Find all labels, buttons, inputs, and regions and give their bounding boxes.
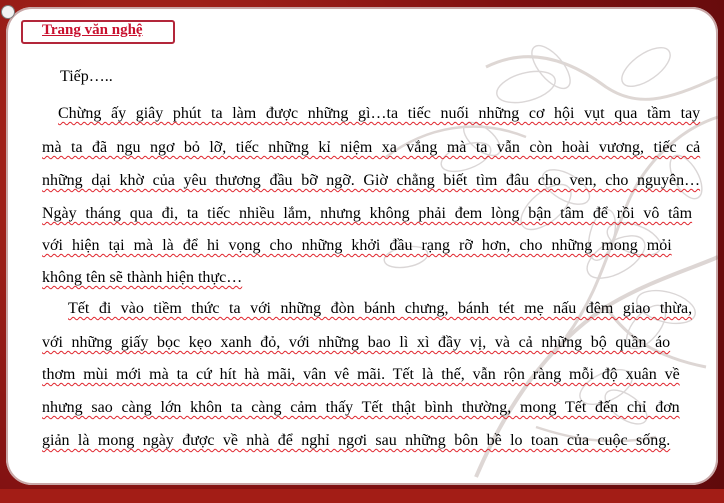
text-line-4: Ngày tháng qua đi, ta tiếc nhiều lắm, nhưng không phải đem lòng bận tâm để rồi vô tâm bbox=[42, 205, 693, 222]
text-line-1: Chừng ấy giây phút ta làm được những gì…ta tiếc nuối những cơ hội vụt qua tầm tay bbox=[58, 105, 701, 122]
text-line-5: với hiện tại mà là để hi vọng cho những khởi đầu rạng rỡ hơn, cho những mong mỏi bbox=[42, 237, 672, 254]
text-line-6: không tên sẽ thành hiện thực… bbox=[42, 269, 243, 286]
page-title: Trang văn nghệ bbox=[42, 22, 143, 38]
text-line-10: nhưng sao càng lớn khôn ta càng cảm thấy Tết thật bình thường, mong Tết đến chỉ đơn bbox=[42, 399, 680, 416]
bottom-border-strip bbox=[0, 489, 724, 503]
intro-line: Tiếp….. bbox=[60, 68, 113, 85]
circle-ornament-icon bbox=[1, 5, 15, 19]
text-line-3: những dại khờ của yêu thương đầu bỡ ngỡ. Giờ chẳng biết tìm đâu cho ven, cho nguyên… bbox=[42, 172, 701, 189]
text-line-9: thơm mùi mới mà ta cứ hít hà mãi, vân vê mãi. Tết là thế, vẫn rộn ràng mỗi độ xuân về bbox=[42, 366, 680, 383]
text-line-11: giản là mong ngày được về nhà để nghỉ ngơi sau những bôn bề lo toan của cuộc sống. bbox=[42, 432, 671, 449]
text-line-2: mà ta đã ngu ngơ bỏ lỡ, tiếc những kỉ niệm xa vắng mà ta vẫn còn hoài vương, tiếc cả bbox=[42, 139, 701, 156]
text-line-8: với những giấy bọc kẹo xanh đỏ, với những bao lì xì đầy vị, và cả những bộ quần áo bbox=[42, 334, 671, 351]
text-line-7: Tết đi vào tiềm thức ta với những đòn bánh chưng, bánh tét mẹ nấu đêm giao thừa, bbox=[68, 300, 693, 317]
